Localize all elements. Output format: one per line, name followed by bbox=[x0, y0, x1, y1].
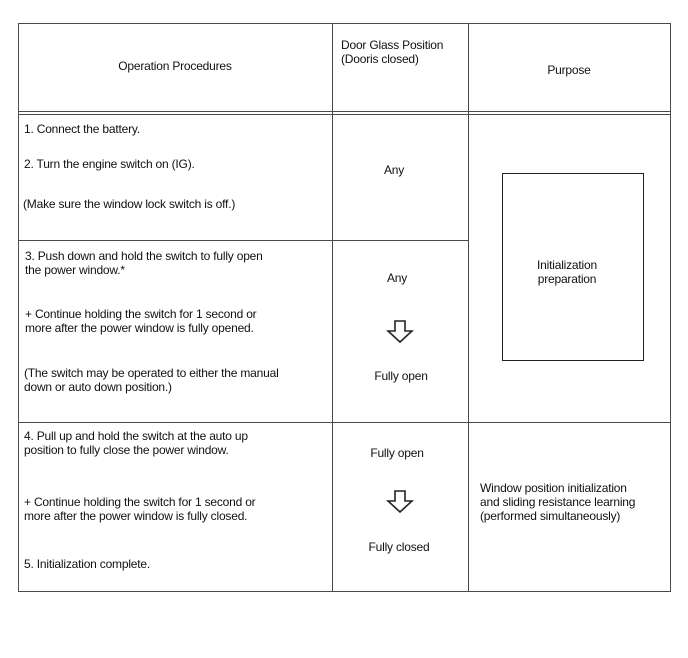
step-4-line1: 4. Pull up and hold the switch at the auto up bbox=[24, 429, 248, 443]
table-border-bottom bbox=[18, 591, 671, 592]
purpose-learning-line3: (performed simultaneously) bbox=[480, 509, 621, 523]
header-purpose: Purpose bbox=[547, 63, 591, 77]
switch-note-line2: down or auto down position.) bbox=[24, 380, 172, 394]
down-arrow-icon bbox=[386, 490, 414, 514]
continue-close-line1: + Continue holding the switch for 1 second or bbox=[24, 495, 256, 509]
row1-position: Any bbox=[383, 163, 405, 177]
step-3-line2: the power window.* bbox=[25, 263, 125, 277]
row1-divider bbox=[18, 240, 469, 241]
row2-divider bbox=[18, 422, 671, 423]
step-3-line1: 3. Push down and hold the switch to fully open bbox=[25, 249, 263, 263]
row2-position-to: Fully open bbox=[374, 369, 428, 383]
switch-note-line1: (The switch may be operated to either the manual bbox=[24, 366, 279, 380]
continue-open-line1: + Continue holding the switch for 1 second or bbox=[25, 307, 257, 321]
table-border-left bbox=[18, 23, 19, 592]
row3-position-from: Fully open bbox=[370, 446, 424, 460]
step-5: 5. Initialization complete. bbox=[24, 557, 151, 571]
step-1: 1. Connect the battery. bbox=[24, 122, 140, 136]
header-door-glass-position: Door Glass Position bbox=[341, 38, 444, 52]
window-lock-note: (Make sure the window lock switch is off.) bbox=[23, 197, 236, 211]
header-divider-double bbox=[18, 114, 671, 115]
purpose-learning-line1: Window position initialization bbox=[480, 481, 627, 495]
row2-position-from: Any bbox=[386, 271, 408, 285]
table-border-top bbox=[18, 23, 671, 24]
header-divider bbox=[18, 111, 671, 112]
column-divider-2 bbox=[468, 23, 469, 592]
continue-close-line2: more after the power window is fully closed. bbox=[24, 509, 248, 523]
step-2: 2. Turn the engine switch on (IG). bbox=[24, 157, 195, 171]
header-door-glass-condition: (Dooris closed) bbox=[341, 52, 419, 66]
step-4-line2: position to fully close the power window. bbox=[24, 443, 229, 457]
row3-position-to: Fully closed bbox=[368, 540, 430, 554]
purpose-prep-line1: Initialization bbox=[537, 258, 597, 272]
header-operation-procedures: Operation Procedures bbox=[118, 59, 232, 73]
table-border-right bbox=[670, 23, 671, 592]
down-arrow-icon bbox=[386, 320, 414, 344]
purpose-learning-line2: and sliding resistance learning bbox=[480, 495, 636, 509]
purpose-prep-line2: preparation bbox=[537, 272, 597, 286]
continue-open-line2: more after the power window is fully opened. bbox=[25, 321, 254, 335]
column-divider-1 bbox=[332, 23, 333, 592]
